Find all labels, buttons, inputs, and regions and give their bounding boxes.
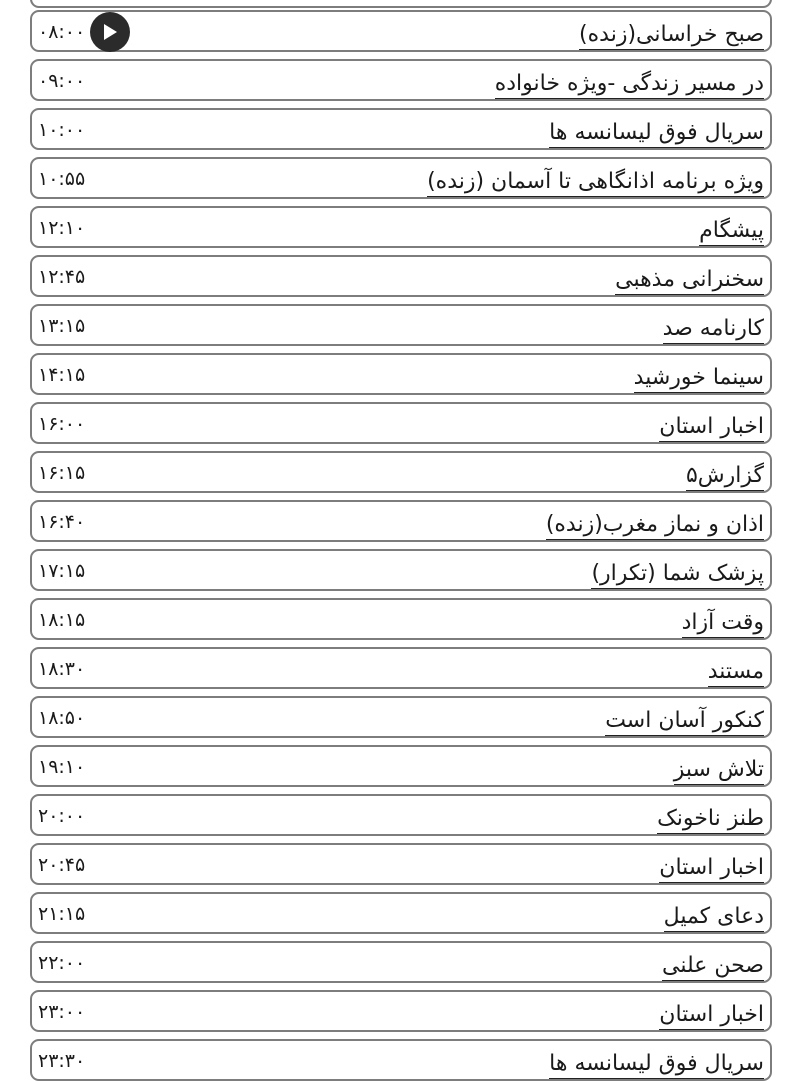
- program-time: ۱۲:۴۵: [38, 266, 86, 288]
- program-title[interactable]: صبح خراسانی(زنده): [579, 21, 764, 50]
- schedule-row[interactable]: [30, 794, 772, 836]
- schedule-row[interactable]: [30, 745, 772, 787]
- program-time: ۱۴:۱۵: [38, 364, 86, 386]
- schedule-row[interactable]: [30, 206, 772, 248]
- play-icon[interactable]: [90, 12, 130, 52]
- program-time: ۱۰:۵۵: [38, 168, 86, 190]
- program-time: ۰۹:۰۰: [38, 70, 86, 92]
- program-time: ۲۰:۴۵: [38, 854, 86, 876]
- program-title[interactable]: در مسیر زندگی -ویژه خانواده: [495, 70, 764, 99]
- program-title[interactable]: تلاش سبز: [674, 756, 764, 785]
- program-title[interactable]: پیشگام: [699, 217, 764, 246]
- schedule-row[interactable]: [30, 108, 772, 150]
- schedule-row[interactable]: [30, 59, 772, 101]
- list-item-partial[interactable]: [30, 0, 772, 8]
- schedule-row[interactable]: [30, 696, 772, 738]
- schedule-row[interactable]: [30, 255, 772, 297]
- schedule-row[interactable]: [30, 892, 772, 934]
- program-time: ۱۷:۱۵: [38, 560, 86, 582]
- program-time: ۱۶:۱۵: [38, 462, 86, 484]
- program-title[interactable]: سینما خورشید: [634, 364, 764, 393]
- program-title[interactable]: سریال فوق لیسانسه ها: [549, 1050, 764, 1079]
- schedule-row[interactable]: [30, 1039, 772, 1081]
- program-time: ۱۶:۰۰: [38, 413, 86, 435]
- program-title[interactable]: سخنرانی مذهبی: [615, 266, 764, 295]
- program-title[interactable]: ویژه برنامه اذانگاهی تا آسمان (زنده): [427, 168, 764, 197]
- program-time: ۱۸:۱۵: [38, 609, 86, 631]
- schedule-row[interactable]: [30, 451, 772, 493]
- program-time: ۲۳:۰۰: [38, 1001, 86, 1023]
- program-title[interactable]: اخبار استان: [659, 1001, 764, 1030]
- program-title[interactable]: مستند: [708, 658, 764, 687]
- program-time: ۱۲:۱۰: [38, 217, 86, 239]
- program-time: ۱۶:۴۰: [38, 511, 86, 533]
- schedule-row[interactable]: [30, 549, 772, 591]
- program-title[interactable]: دعای کمیل: [664, 903, 764, 932]
- program-title[interactable]: کنکور آسان است: [605, 707, 764, 736]
- program-time: ۱۹:۱۰: [38, 756, 86, 778]
- program-title[interactable]: طنز ناخونک: [657, 805, 764, 834]
- schedule-row[interactable]: [30, 843, 772, 885]
- program-title[interactable]: سریال فوق لیسانسه ها: [549, 119, 764, 148]
- program-title[interactable]: اخبار استان: [659, 413, 764, 442]
- program-time: ۱۸:۵۰: [38, 707, 86, 729]
- program-time: ۲۱:۱۵: [38, 903, 86, 925]
- schedule-row[interactable]: [30, 304, 772, 346]
- program-time: ۲۳:۳۰: [38, 1050, 86, 1072]
- schedule-row[interactable]: [30, 10, 772, 52]
- schedule-row[interactable]: [30, 353, 772, 395]
- program-title[interactable]: صحن علنی: [662, 952, 764, 981]
- program-title[interactable]: گزارش۵: [686, 462, 764, 491]
- schedule-row[interactable]: [30, 500, 772, 542]
- schedule-row[interactable]: [30, 647, 772, 689]
- program-time: ۰۸:۰۰: [38, 21, 86, 43]
- program-title[interactable]: پزشک شما (تکرار): [591, 560, 764, 589]
- program-time: ۱۳:۱۵: [38, 315, 86, 337]
- schedule-row[interactable]: [30, 941, 772, 983]
- schedule-row[interactable]: [30, 157, 772, 199]
- schedule-row[interactable]: [30, 598, 772, 640]
- program-time: ۱۰:۰۰: [38, 119, 86, 141]
- program-title[interactable]: اخبار استان: [659, 854, 764, 883]
- program-time: ۱۸:۳۰: [38, 658, 86, 680]
- schedule-row[interactable]: [30, 402, 772, 444]
- schedule-row[interactable]: [30, 990, 772, 1032]
- program-time: ۲۲:۰۰: [38, 952, 86, 974]
- program-title[interactable]: کارنامه صد: [663, 315, 764, 344]
- program-time: ۲۰:۰۰: [38, 805, 86, 827]
- program-title[interactable]: وقت آزاد: [682, 609, 764, 638]
- program-title[interactable]: اذان و نماز مغرب(زنده): [546, 511, 764, 540]
